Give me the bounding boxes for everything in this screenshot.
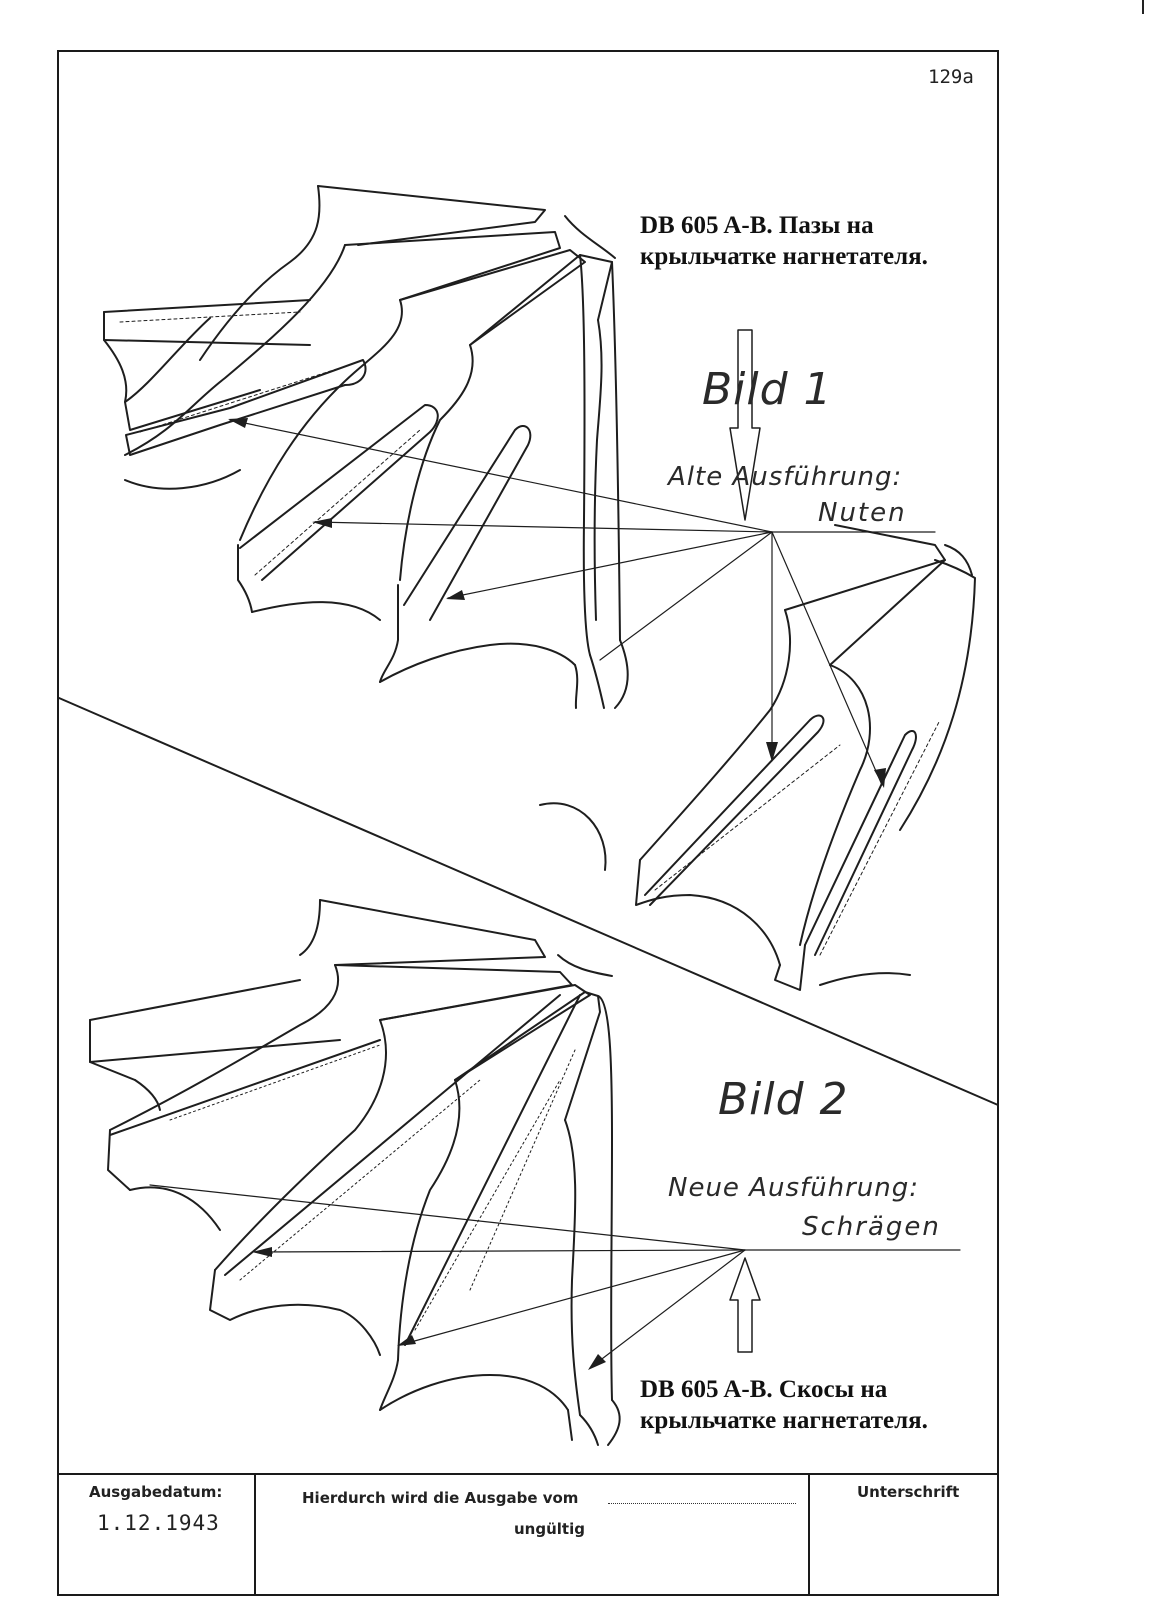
figure2-feature: Schrägen [802, 1212, 941, 1242]
caption-bottom-line-1: DB 605 A-B. Скосы на [640, 1376, 888, 1403]
figure1-feature: Nuten [818, 498, 907, 528]
caption-top [640, 210, 928, 272]
impeller-old-detail [540, 525, 975, 990]
issue-date-label: Ausgabedatum: [89, 1483, 223, 1501]
supersede-note-cell [256, 1475, 810, 1596]
supersede-date-blank [608, 1503, 796, 1504]
figure1-label: Bild 1 [702, 364, 833, 415]
caption-bottom-line-2: крыльчатке нагнетателя. [640, 1407, 928, 1434]
supersede-note-line-2: ungültig [514, 1520, 585, 1538]
figure1-variant: Alte Ausführung: [668, 462, 903, 492]
impeller-old-outline [104, 186, 628, 708]
caption-top-line-1: DB 605 A-B. Пазы на [640, 212, 874, 239]
issue-date-value: 1.12.1943 [97, 1511, 220, 1535]
signature-cell [810, 1475, 997, 1596]
page-number: 129a [928, 66, 974, 88]
arrowheads-new [252, 1247, 606, 1370]
impeller-new-outline [90, 900, 620, 1445]
separator-line [59, 698, 998, 1105]
supersede-note-line-1: Hierdurch wird die Ausgabe vom [302, 1489, 579, 1507]
issue-date-cell [57, 1475, 256, 1596]
caption-bottom [640, 1374, 928, 1436]
figure2-variant: Neue Ausführung: [668, 1173, 920, 1203]
figure2-label: Bild 2 [718, 1074, 849, 1125]
title-block [57, 1473, 999, 1596]
pointer-arrow-new [730, 1258, 760, 1352]
caption-top-line-2: крыльчатке нагнетателя. [640, 243, 928, 270]
signature-label: Unterschrift [857, 1483, 960, 1501]
